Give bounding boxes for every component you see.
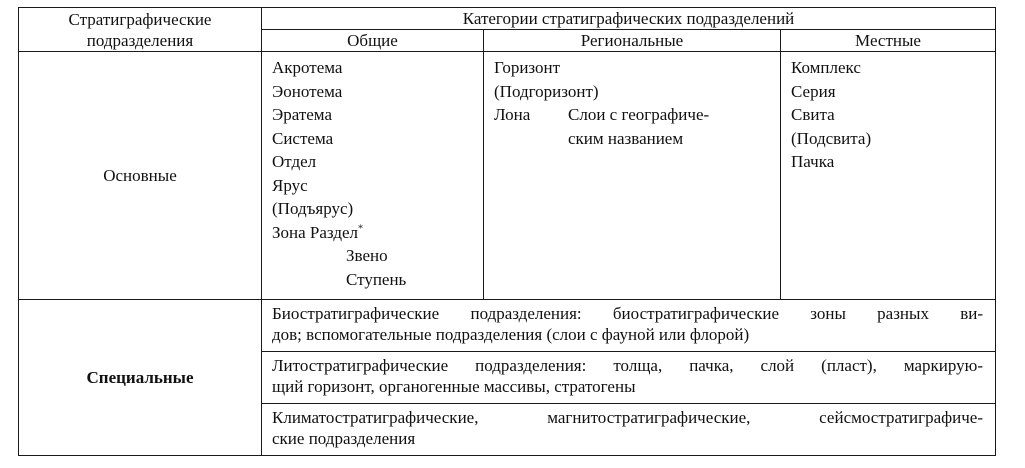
local-item: Пачка: [791, 152, 835, 171]
stratigraphic-units-table: [18, 7, 996, 456]
special-entry-line: Биостратиграфические подразделения: биостратиграфические зоны разных ви-: [272, 304, 984, 323]
special-entry-line: ские подразделения: [272, 429, 416, 448]
footnote-mark: *: [358, 222, 364, 234]
header-units-line1: Стратиграфические: [68, 9, 212, 29]
row-label-special: Специальные: [19, 300, 262, 456]
header-units-cell: [19, 8, 262, 52]
lona-row: [494, 103, 776, 150]
header-regional: Региональные: [484, 30, 781, 52]
local-item: Серия: [791, 81, 836, 101]
zone-label: Зона: [272, 222, 306, 242]
zone-subitem: Ступень: [346, 269, 407, 289]
header-local: Местные: [781, 30, 996, 52]
special-entry-line: дов; вспомогательные подразделения (слои с фауной или флорой): [272, 325, 750, 344]
zone-subitem: Раздел*: [309, 222, 364, 242]
lona-label: Лона: [494, 105, 531, 124]
special-entry-line: Литостратиграфические подразделения: толща, пачка, слой (пласт), маркирую-: [272, 356, 984, 375]
general-item: Эратема: [272, 105, 332, 124]
local-units-cell: [781, 52, 996, 300]
general-units-cell: [262, 52, 484, 300]
general-item: Эонотема: [272, 81, 343, 101]
general-item: Отдел: [272, 152, 317, 171]
regional-units-cell: [484, 52, 781, 300]
general-item: Ярус: [272, 175, 308, 195]
local-item: (Подсвита): [791, 128, 872, 148]
header-categories: Категории стратиграфических подразделений: [262, 8, 996, 30]
header-general: Общие: [262, 30, 484, 52]
general-item: Акротема: [272, 58, 343, 77]
special-entry-bio: [262, 300, 996, 352]
regional-item: Горизонт: [494, 58, 561, 77]
local-item: Свита: [791, 105, 835, 124]
lona-text-line2: ским названием: [568, 128, 684, 148]
general-item: (Подъярус): [272, 199, 354, 218]
special-entry-litho: [262, 352, 996, 404]
row-label-main: Основные: [19, 52, 262, 300]
local-item: Комплекс: [791, 58, 861, 77]
zone-subitem: Звено: [346, 246, 388, 265]
special-entry-climato: [262, 404, 996, 456]
general-item: Система: [272, 128, 334, 148]
lona-text-line1: Слои с географиче-: [568, 105, 710, 124]
special-entry-line: Климатостратиграфические, магнитостратиграфические, сейсмостратиграфиче-: [272, 408, 984, 427]
zone-row: [272, 221, 479, 245]
special-entry-line: щий горизонт, органогенные массивы, стратогены: [272, 377, 636, 396]
header-units-line2: подразделения: [86, 30, 194, 50]
regional-item: (Подгоризонт): [494, 81, 599, 101]
